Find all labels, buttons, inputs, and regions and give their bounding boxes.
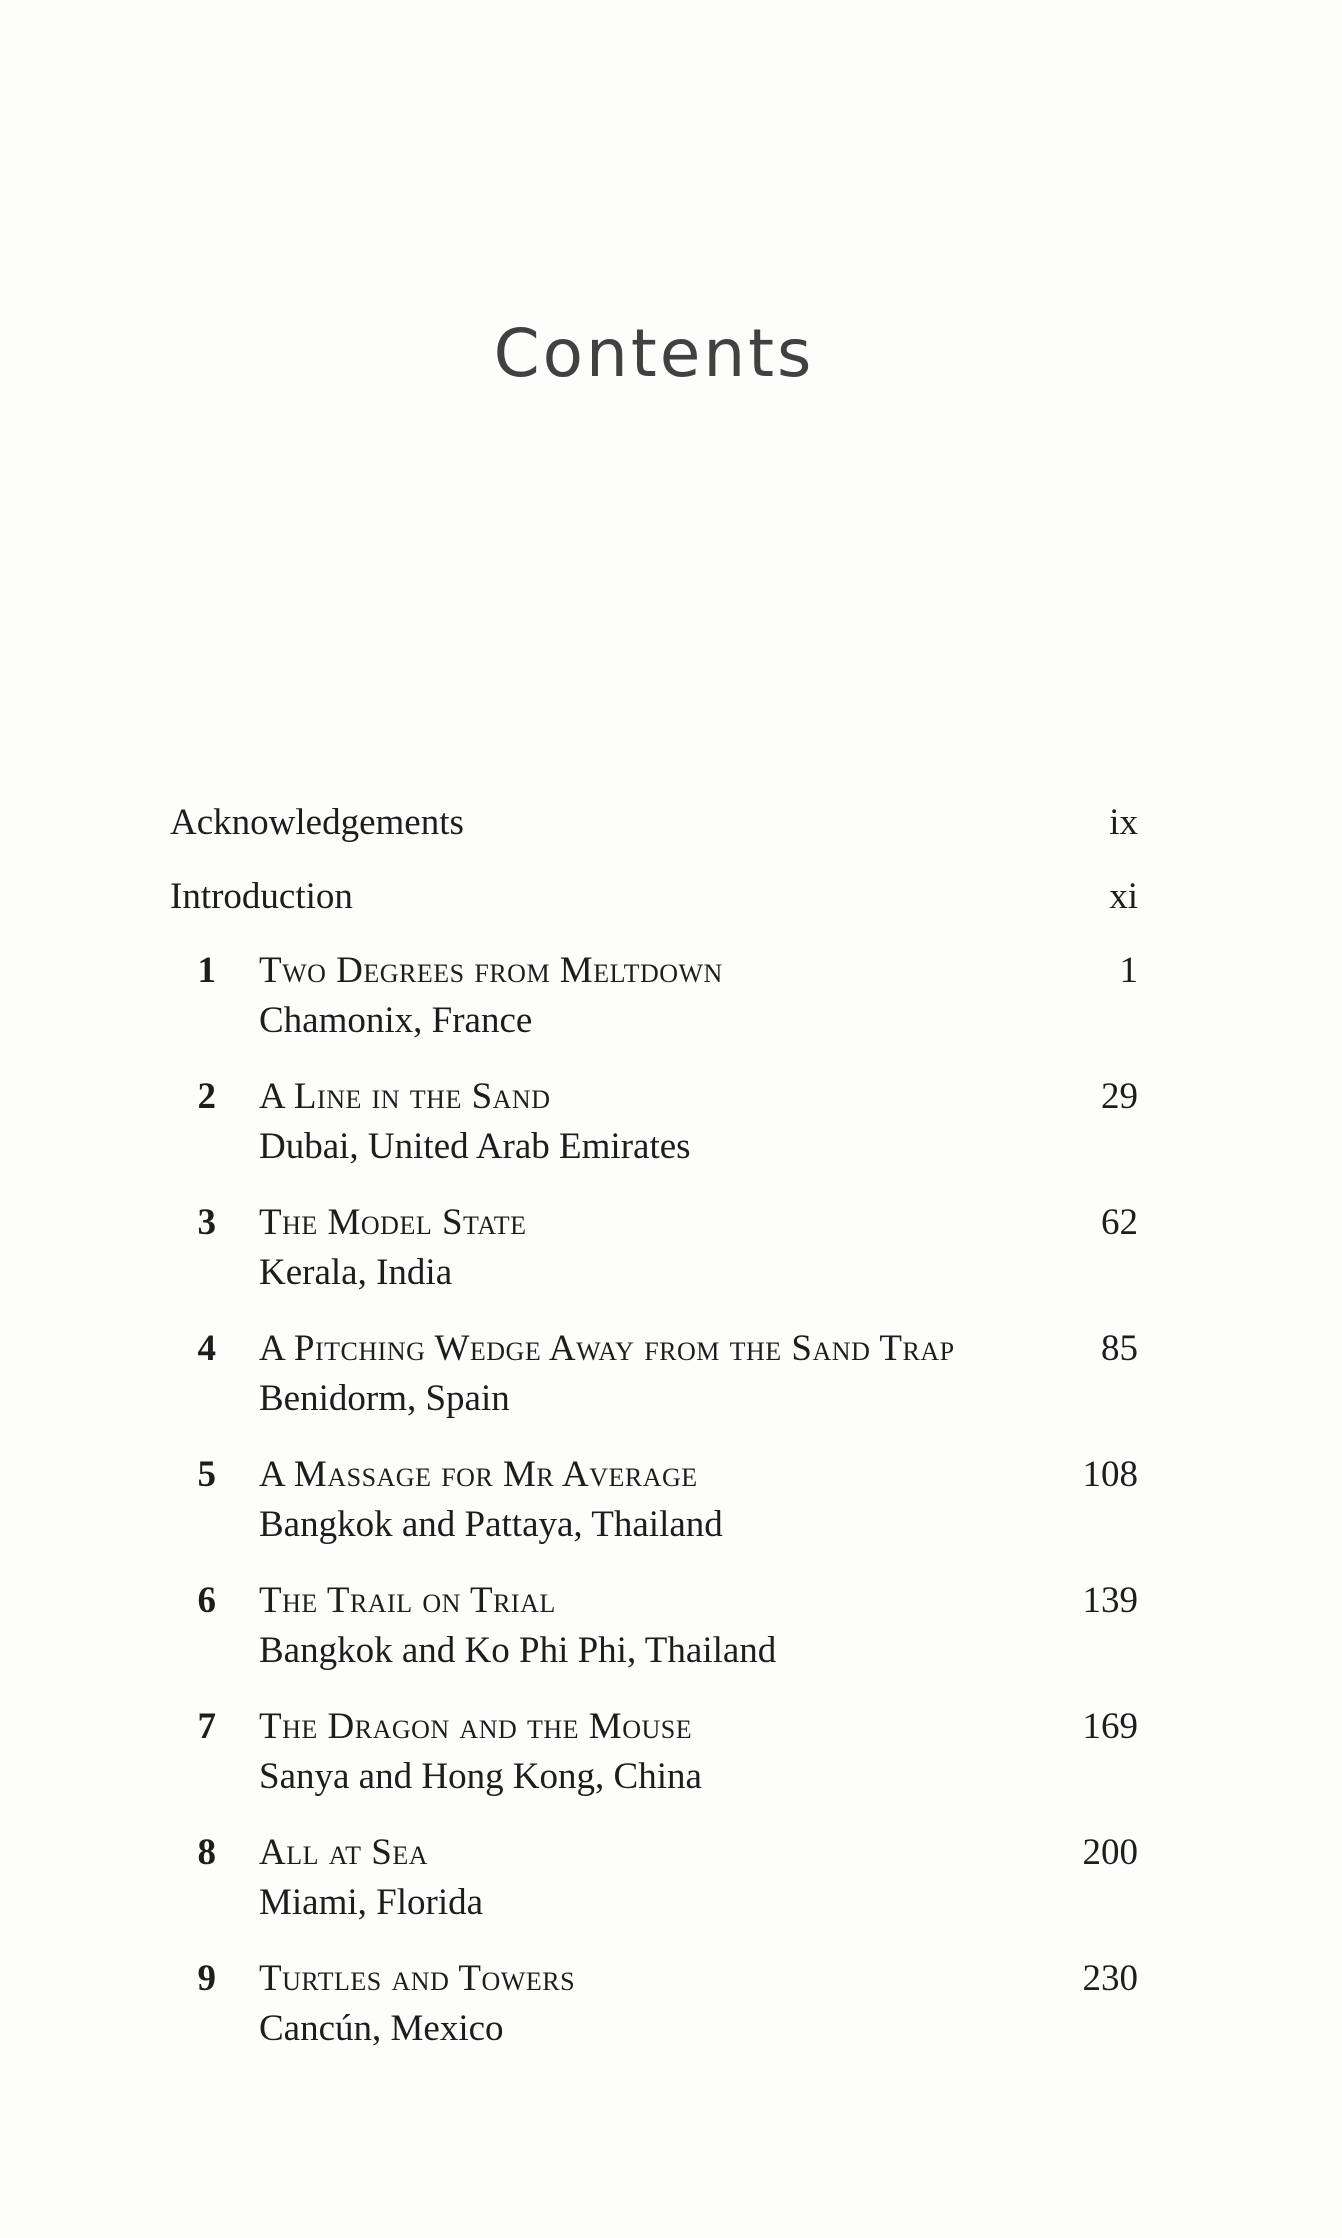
chapter-location: Benidorm, Spain	[259, 1378, 510, 1419]
chapter-page-number: 169	[1082, 1706, 1138, 1747]
toc-entry-chapter-7	[170, 1702, 1138, 1802]
chapter-page-number: 1	[1119, 950, 1138, 991]
chapter-title: The Model State	[259, 1202, 527, 1243]
chapter-number: 6	[197, 1580, 216, 1621]
chapter-location: Kerala, India	[259, 1252, 453, 1293]
chapter-page-number: 139	[1082, 1580, 1138, 1621]
toc-entry-acknowledgements	[170, 798, 1138, 848]
toc-entry-chapter-4	[170, 1324, 1138, 1424]
chapter-number: 2	[197, 1076, 216, 1117]
chapter-page-number: 230	[1082, 1958, 1138, 1999]
toc-entry-chapter-8	[170, 1828, 1138, 1928]
chapter-location: Miami, Florida	[259, 1882, 484, 1923]
chapter-title: The Dragon and the Mouse	[259, 1706, 693, 1747]
toc-entry-chapter-1	[170, 946, 1138, 1046]
toc-entry-chapter-2	[170, 1072, 1138, 1172]
chapter-number: 4	[197, 1328, 216, 1369]
chapter-location: Chamonix, France	[259, 1000, 533, 1041]
entry-page-number: ix	[1109, 802, 1138, 843]
toc-entry-chapter-3	[170, 1198, 1138, 1298]
chapter-location: Dubai, United Arab Emirates	[259, 1126, 691, 1167]
chapter-page-number: 29	[1101, 1076, 1138, 1117]
chapter-number: 5	[197, 1454, 216, 1495]
table-of-contents	[170, 798, 1138, 2054]
chapter-location: Cancún, Mexico	[259, 2008, 504, 2049]
chapter-title: Turtles and Towers	[259, 1958, 576, 1999]
chapter-location: Sanya and Hong Kong, China	[259, 1756, 702, 1797]
chapter-page-number: 108	[1082, 1454, 1138, 1495]
chapter-location: Bangkok and Pattaya, Thailand	[259, 1504, 723, 1545]
chapter-number: 9	[197, 1958, 216, 1999]
chapter-number: 1	[197, 950, 216, 991]
page-title: Contents	[493, 315, 815, 392]
toc-entry-chapter-5	[170, 1450, 1138, 1550]
entry-label: Introduction	[170, 876, 353, 917]
chapter-number: 3	[197, 1202, 216, 1243]
chapter-title: The Trail on Trial	[259, 1580, 556, 1621]
toc-entry-chapter-6	[170, 1576, 1138, 1676]
chapter-page-number: 62	[1101, 1202, 1138, 1243]
chapter-title: A Line in the Sand	[259, 1076, 551, 1117]
chapter-number: 7	[197, 1706, 216, 1747]
chapter-page-number: 200	[1082, 1832, 1138, 1873]
entry-label: Acknowledgements	[170, 802, 464, 843]
chapter-title: A Massage for Mr Average	[259, 1454, 698, 1495]
chapter-page-number: 85	[1101, 1328, 1138, 1369]
chapter-title: Two Degrees from Meltdown	[259, 950, 723, 991]
chapter-title: All at Sea	[259, 1832, 428, 1873]
chapter-title: A Pitching Wedge Away from the Sand Trap	[259, 1328, 955, 1369]
entry-page-number: xi	[1109, 876, 1138, 917]
toc-entry-introduction	[170, 872, 1138, 922]
toc-entry-chapter-9	[170, 1954, 1138, 2054]
chapter-number: 8	[197, 1832, 216, 1873]
chapter-location: Bangkok and Ko Phi Phi, Thailand	[259, 1630, 777, 1671]
